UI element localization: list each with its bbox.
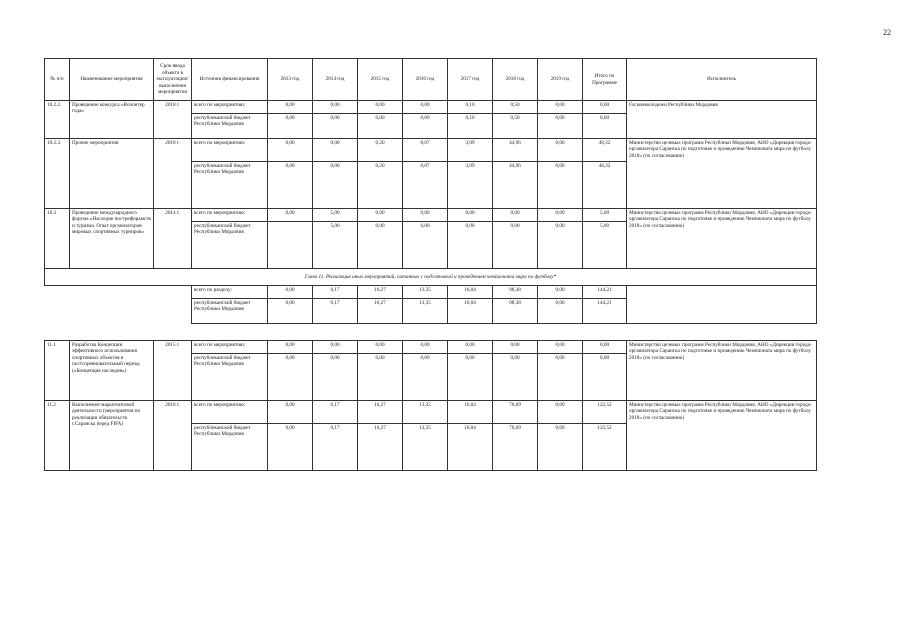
header-term: Срок ввода объекта в эксплуатацию/ выполнения мероприятия xyxy=(154,59,192,101)
cell-value: 0,00 xyxy=(493,209,538,222)
cell-value: 16,27 xyxy=(358,424,403,471)
cell-value: 0,00 xyxy=(358,209,403,222)
cell-value: 0,00 xyxy=(403,209,448,222)
row-executor: Министерство целевых программ Республики Мордовия, АНО «Дирекция города-организатора Саранска по подготовке и проведению Чемпионата мира по футболу 2018» (по согласованию) xyxy=(627,139,817,209)
row-name: Проведение конкурса «Волонтер года» xyxy=(70,101,154,139)
row-source: республиканский бюджет Республики Мордовия xyxy=(192,299,268,324)
cell-value: 0,00 xyxy=(448,222,493,269)
row-executor: Министерство целевых программ Республики Мордовия, АНО «Дирекция города-организатора Саранска по подготовке и проведению Чемпионата мира по футболу 2018» (по согласованию) xyxy=(627,341,817,401)
cell-value: 98,38 xyxy=(493,299,538,324)
header-year-2018: 2018 год xyxy=(493,59,538,101)
chapter-executor-empty xyxy=(627,286,817,324)
budget-table xyxy=(44,58,817,471)
cell-value: 0,00 xyxy=(268,341,313,354)
cell-value: 0,00 xyxy=(538,209,583,222)
page-number: 22 xyxy=(883,28,891,37)
cell-total: 144,21 xyxy=(583,299,627,324)
row-source: всего по мероприятию: xyxy=(192,209,268,222)
cell-value: 3,09 xyxy=(448,139,493,162)
row-source: республиканский бюджет Республики Мордовия xyxy=(192,162,268,209)
cell-value: 0,00 xyxy=(268,209,313,222)
cell-value: 0,20 xyxy=(358,139,403,162)
cell-value: 0,00 xyxy=(538,162,583,209)
row-name: Выполнение маркетинговой деятельности (мероприятия по реализации обязательств г.Саранска перед FIFA) xyxy=(70,401,154,471)
header-num: № п/п xyxy=(45,59,70,101)
table-row xyxy=(45,101,817,114)
cell-value: 0,00 xyxy=(358,341,403,354)
row-source: всего по мероприятию: xyxy=(192,101,268,114)
cell-value: 0,20 xyxy=(358,162,403,209)
cell-value: 0,00 xyxy=(538,424,583,471)
header-row xyxy=(45,59,817,101)
header-source: Источник финансирования xyxy=(192,59,268,101)
cell-value: 0,00 xyxy=(538,354,583,401)
header-year-2015: 2015 год xyxy=(358,59,403,101)
row-term: 2018 г. xyxy=(154,401,192,471)
cell-total: 0,00 xyxy=(583,341,627,354)
cell-value: 0,00 xyxy=(268,162,313,209)
header-name: Наименование мероприятия xyxy=(70,59,154,101)
cell-value: 13,35 xyxy=(403,424,448,471)
cell-value: 0,00 xyxy=(538,341,583,354)
row-term: 2018 г. xyxy=(154,139,192,209)
row-source: республиканский бюджет Республики Мордовия xyxy=(192,424,268,471)
cell-value: 0,17 xyxy=(313,299,358,324)
cell-value: 13,35 xyxy=(403,401,448,424)
cell-value: 5,00 xyxy=(313,222,358,269)
cell-value: 16,04 xyxy=(448,286,493,299)
cell-value: 16,04 xyxy=(448,401,493,424)
cell-value: 0,00 xyxy=(538,139,583,162)
row-term: 2015 г. xyxy=(154,341,192,401)
cell-value: 3,09 xyxy=(448,162,493,209)
cell-value: 0,00 xyxy=(358,354,403,401)
cell-value: 16,27 xyxy=(358,401,403,424)
row-num: 11.1 xyxy=(45,341,70,401)
row-source: всего по мероприятию: xyxy=(192,341,268,354)
cell-value: 0,00 xyxy=(493,354,538,401)
cell-value: 98,38 xyxy=(493,286,538,299)
row-executor: Министерство целевых программ Республики Мордовия, АНО «Дирекция города-организатора Саранска по подготовке и проведению Чемпионата мира по футболу 2018» (по согласованию) xyxy=(627,401,817,471)
cell-value: 5,00 xyxy=(313,209,358,222)
cell-value: 0,00 xyxy=(313,101,358,114)
cell-value: 44,96 xyxy=(493,162,538,209)
cell-total: 0,60 xyxy=(583,114,627,139)
cell-total: 5,00 xyxy=(583,209,627,222)
cell-value: 0,00 xyxy=(538,101,583,114)
cell-value: 16,27 xyxy=(358,299,403,324)
cell-total: 48,32 xyxy=(583,162,627,209)
cell-value: 0,17 xyxy=(313,286,358,299)
cell-value: 0,00 xyxy=(358,114,403,139)
chapter-row xyxy=(45,269,817,286)
header-executor: Исполнитель xyxy=(627,59,817,101)
cell-value: 0,00 xyxy=(268,401,313,424)
cell-value: 16,04 xyxy=(448,299,493,324)
table-row xyxy=(45,341,817,354)
cell-value: 0,00 xyxy=(538,114,583,139)
row-num: 11.2 xyxy=(45,401,70,471)
cell-value: 0,00 xyxy=(493,222,538,269)
cell-value: 0,00 xyxy=(403,354,448,401)
cell-value: 13,35 xyxy=(403,299,448,324)
cell-value: 0,00 xyxy=(268,286,313,299)
cell-value: 0,00 xyxy=(403,101,448,114)
row-source: республиканский бюджет Республики Мордовия xyxy=(192,354,268,401)
cell-value: 0,00 xyxy=(403,222,448,269)
cell-value: 0,00 xyxy=(403,341,448,354)
cell-value: 0,00 xyxy=(448,341,493,354)
cell-value: 16,04 xyxy=(448,424,493,471)
cell-value: 0,00 xyxy=(358,222,403,269)
header-year-2016: 2016 год xyxy=(403,59,448,101)
header-year-2013: 2013 год xyxy=(268,59,313,101)
cell-value xyxy=(268,222,313,269)
row-term: 2018 г. xyxy=(154,101,192,139)
cell-value: 0,10 xyxy=(448,101,493,114)
cell-value: 0,07 xyxy=(403,162,448,209)
cell-value: 0,10 xyxy=(448,114,493,139)
spacer-row xyxy=(45,324,817,341)
cell-value: 0,00 xyxy=(448,209,493,222)
cell-value: 0,00 xyxy=(268,114,313,139)
row-source: всего по разделу: xyxy=(192,286,268,299)
row-source: республиканский бюджет Республики Мордовия xyxy=(192,222,268,269)
row-executor: Госкоммолодежи Республики Мордовия xyxy=(627,101,817,139)
cell-total: 122,52 xyxy=(583,424,627,471)
cell-total: 5,00 xyxy=(583,222,627,269)
cell-value: 0,00 xyxy=(313,354,358,401)
cell-value: 76,69 xyxy=(493,401,538,424)
cell-value: 0,00 xyxy=(268,101,313,114)
cell-value: 0,00 xyxy=(268,424,313,471)
cell-value: 0,00 xyxy=(538,401,583,424)
row-name: Разработка Концепции эффективного использования спортивных объектов в постсоревновательный период («Концепция наследия») xyxy=(70,341,154,401)
cell-total: 0,00 xyxy=(583,354,627,401)
cell-total: 144,21 xyxy=(583,286,627,299)
row-source: всего по мероприятию: xyxy=(192,139,268,162)
cell-value: 0,00 xyxy=(268,354,313,401)
cell-value: 0,00 xyxy=(403,114,448,139)
header-year-2019: 2019 год xyxy=(538,59,583,101)
table-row xyxy=(45,209,817,222)
cell-value: 16,27 xyxy=(358,286,403,299)
cell-value: 44,96 xyxy=(493,139,538,162)
cell-value: 0,00 xyxy=(313,341,358,354)
row-num: 10.2.3. xyxy=(45,139,70,209)
cell-value: 13,35 xyxy=(403,286,448,299)
table-row xyxy=(45,401,817,424)
row-term: 2014 г. xyxy=(154,209,192,269)
cell-value: 0,00 xyxy=(358,101,403,114)
row-name: Прочие мероприятия xyxy=(70,139,154,209)
cell-value: 0,00 xyxy=(268,139,313,162)
row-name: Проведение международного форума «Наследие пострефорамств и туризма. Опыт организаторов мировых спортивных турниров» xyxy=(70,209,154,269)
cell-value: 0,00 xyxy=(313,139,358,162)
row-source: всего по мероприятию: xyxy=(192,401,268,424)
cell-total: 122,52 xyxy=(583,401,627,424)
cell-total: 0,60 xyxy=(583,101,627,114)
cell-value: 0,17 xyxy=(313,424,358,471)
row-num: 10.2.2. xyxy=(45,101,70,139)
cell-value: 0,00 xyxy=(493,341,538,354)
cell-value: 0,00 xyxy=(538,299,583,324)
cell-value: 0,00 xyxy=(313,114,358,139)
table-row xyxy=(45,286,817,299)
chapter-title: Глава 11. Реализация иных мероприятий, связанных с подготовкой и проведением чемпионата мира по футболу* xyxy=(45,269,817,286)
cell-value: 0,50 xyxy=(493,101,538,114)
cell-value: 0,17 xyxy=(313,401,358,424)
row-executor: Министерство целевых программ Республики Мордовия, АНО «Дирекция города-организатора Саранска по подготовке и проведению Чемпионата мира по футболу 2018» (по согласованию) xyxy=(627,209,817,269)
cell-value: 0,07 xyxy=(403,139,448,162)
header-year-2017: 2017 год xyxy=(448,59,493,101)
cell-value: 0,00 xyxy=(313,162,358,209)
table-row xyxy=(45,139,817,162)
cell-value: 0,00 xyxy=(538,286,583,299)
cell-value: 0,50 xyxy=(493,114,538,139)
row-source: республиканский бюджет Республики Мордовия xyxy=(192,114,268,139)
cell-total: 48,32 xyxy=(583,139,627,162)
cell-value: 0,00 xyxy=(538,222,583,269)
row-num: 10.3 xyxy=(45,209,70,269)
cell-value: 0,00 xyxy=(448,354,493,401)
header-year-2014: 2014 год xyxy=(313,59,358,101)
header-total: Итого по Программе xyxy=(583,59,627,101)
cell-value: 76,69 xyxy=(493,424,538,471)
cell-value: 0,00 xyxy=(268,299,313,324)
